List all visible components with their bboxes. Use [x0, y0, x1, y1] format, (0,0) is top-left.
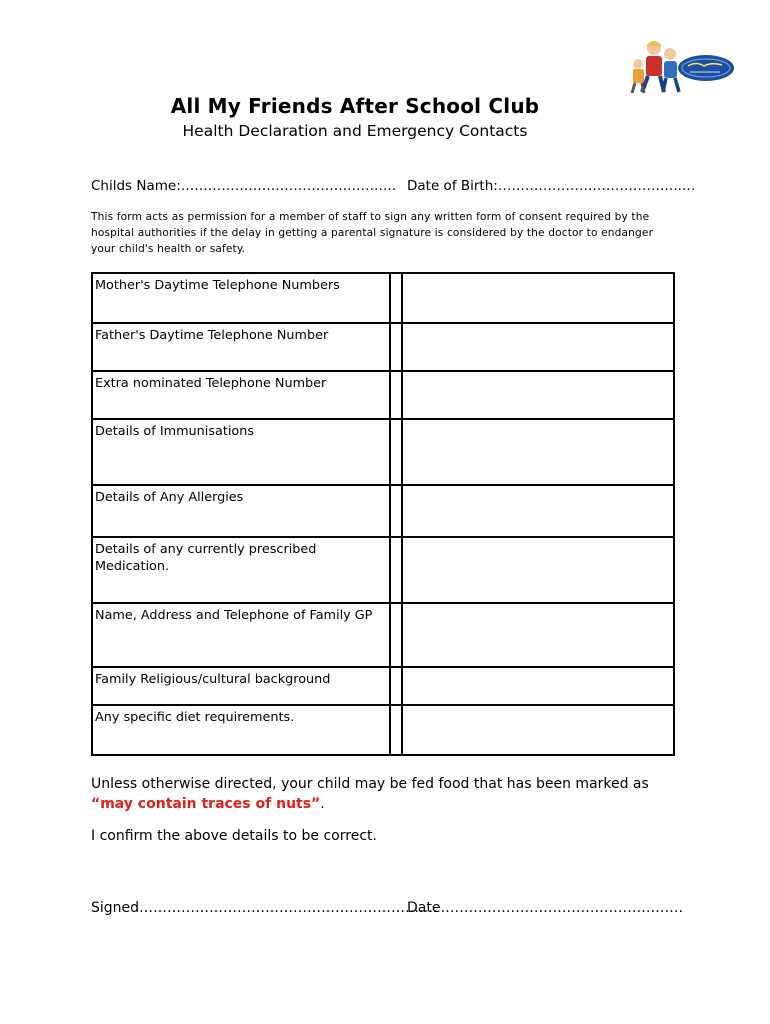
- row-label-medication: Details of any currently prescribed Medication.: [92, 537, 390, 603]
- row-gap-cell: [390, 667, 402, 705]
- health-details-table: [91, 272, 675, 756]
- permission-paragraph: This form acts as permission for a member of staff to sign any written form of consent required by the hospital authorities if the delay in getting a parental signature is considered by the doctor to endanger your child's health or safety.: [91, 211, 654, 255]
- row-label-mother-phone: Mother's Daytime Telephone Numbers: [92, 273, 390, 323]
- row-gap-cell: [390, 537, 402, 603]
- answer-medication[interactable]: [402, 537, 674, 603]
- row-gap-cell: [390, 603, 402, 667]
- row-label-extra-phone: Extra nominated Telephone Number: [92, 371, 390, 419]
- child-name-field[interactable]: Childs Name:……………………………….………..: [91, 178, 397, 194]
- answer-religious-background[interactable]: [402, 667, 674, 705]
- row-label-immunisations: Details of Immunisations: [92, 419, 390, 485]
- row-gap-cell: [390, 485, 402, 537]
- table-row: [92, 419, 674, 485]
- date-of-birth-field[interactable]: Date of Birth:…………………………………..…: [407, 178, 696, 194]
- table-row: [92, 603, 674, 667]
- row-gap-cell: [390, 323, 402, 371]
- row-label-diet: Any specific diet requirements.: [92, 705, 390, 755]
- answer-allergies[interactable]: [402, 485, 674, 537]
- date-field[interactable]: Date…………………………………………….: [407, 900, 683, 916]
- row-gap-cell: [390, 371, 402, 419]
- row-label-father-phone: Father's Daytime Telephone Number: [92, 323, 390, 371]
- signature-field[interactable]: Signed……………………………………………………….: [91, 900, 438, 916]
- page-subtitle: Health Declaration and Emergency Contacts: [182, 122, 528, 140]
- row-label-religious-background: Family Religious/cultural background: [92, 667, 390, 705]
- answer-family-gp[interactable]: [402, 603, 674, 667]
- food-notice-text: Unless otherwise directed, your child may be fed food that has been marked as: [91, 776, 649, 792]
- table-row: [92, 323, 674, 371]
- table-row: [92, 371, 674, 419]
- row-gap-cell: [390, 273, 402, 323]
- table-row: [92, 667, 674, 705]
- confirm-statement: I confirm the above details to be correct.: [91, 828, 377, 844]
- table-row: [92, 273, 674, 323]
- answer-mother-phone[interactable]: [402, 273, 674, 323]
- table-row: [92, 705, 674, 755]
- table-row: [92, 485, 674, 537]
- answer-diet[interactable]: [402, 705, 674, 755]
- row-gap-cell: [390, 705, 402, 755]
- answer-extra-phone[interactable]: [402, 371, 674, 419]
- answer-father-phone[interactable]: [402, 323, 674, 371]
- food-notice: [91, 774, 691, 814]
- row-label-family-gp: Name, Address and Telephone of Family GP: [92, 603, 390, 667]
- table-row: [92, 537, 674, 603]
- answer-immunisations[interactable]: [402, 419, 674, 485]
- row-gap-cell: [390, 419, 402, 485]
- nuts-warning: “may contain traces of nuts”: [91, 796, 321, 812]
- page-title: All My Friends After School Club: [170, 94, 540, 118]
- nuts-period: .: [320, 796, 325, 812]
- row-label-allergies: Details of Any Allergies: [92, 485, 390, 537]
